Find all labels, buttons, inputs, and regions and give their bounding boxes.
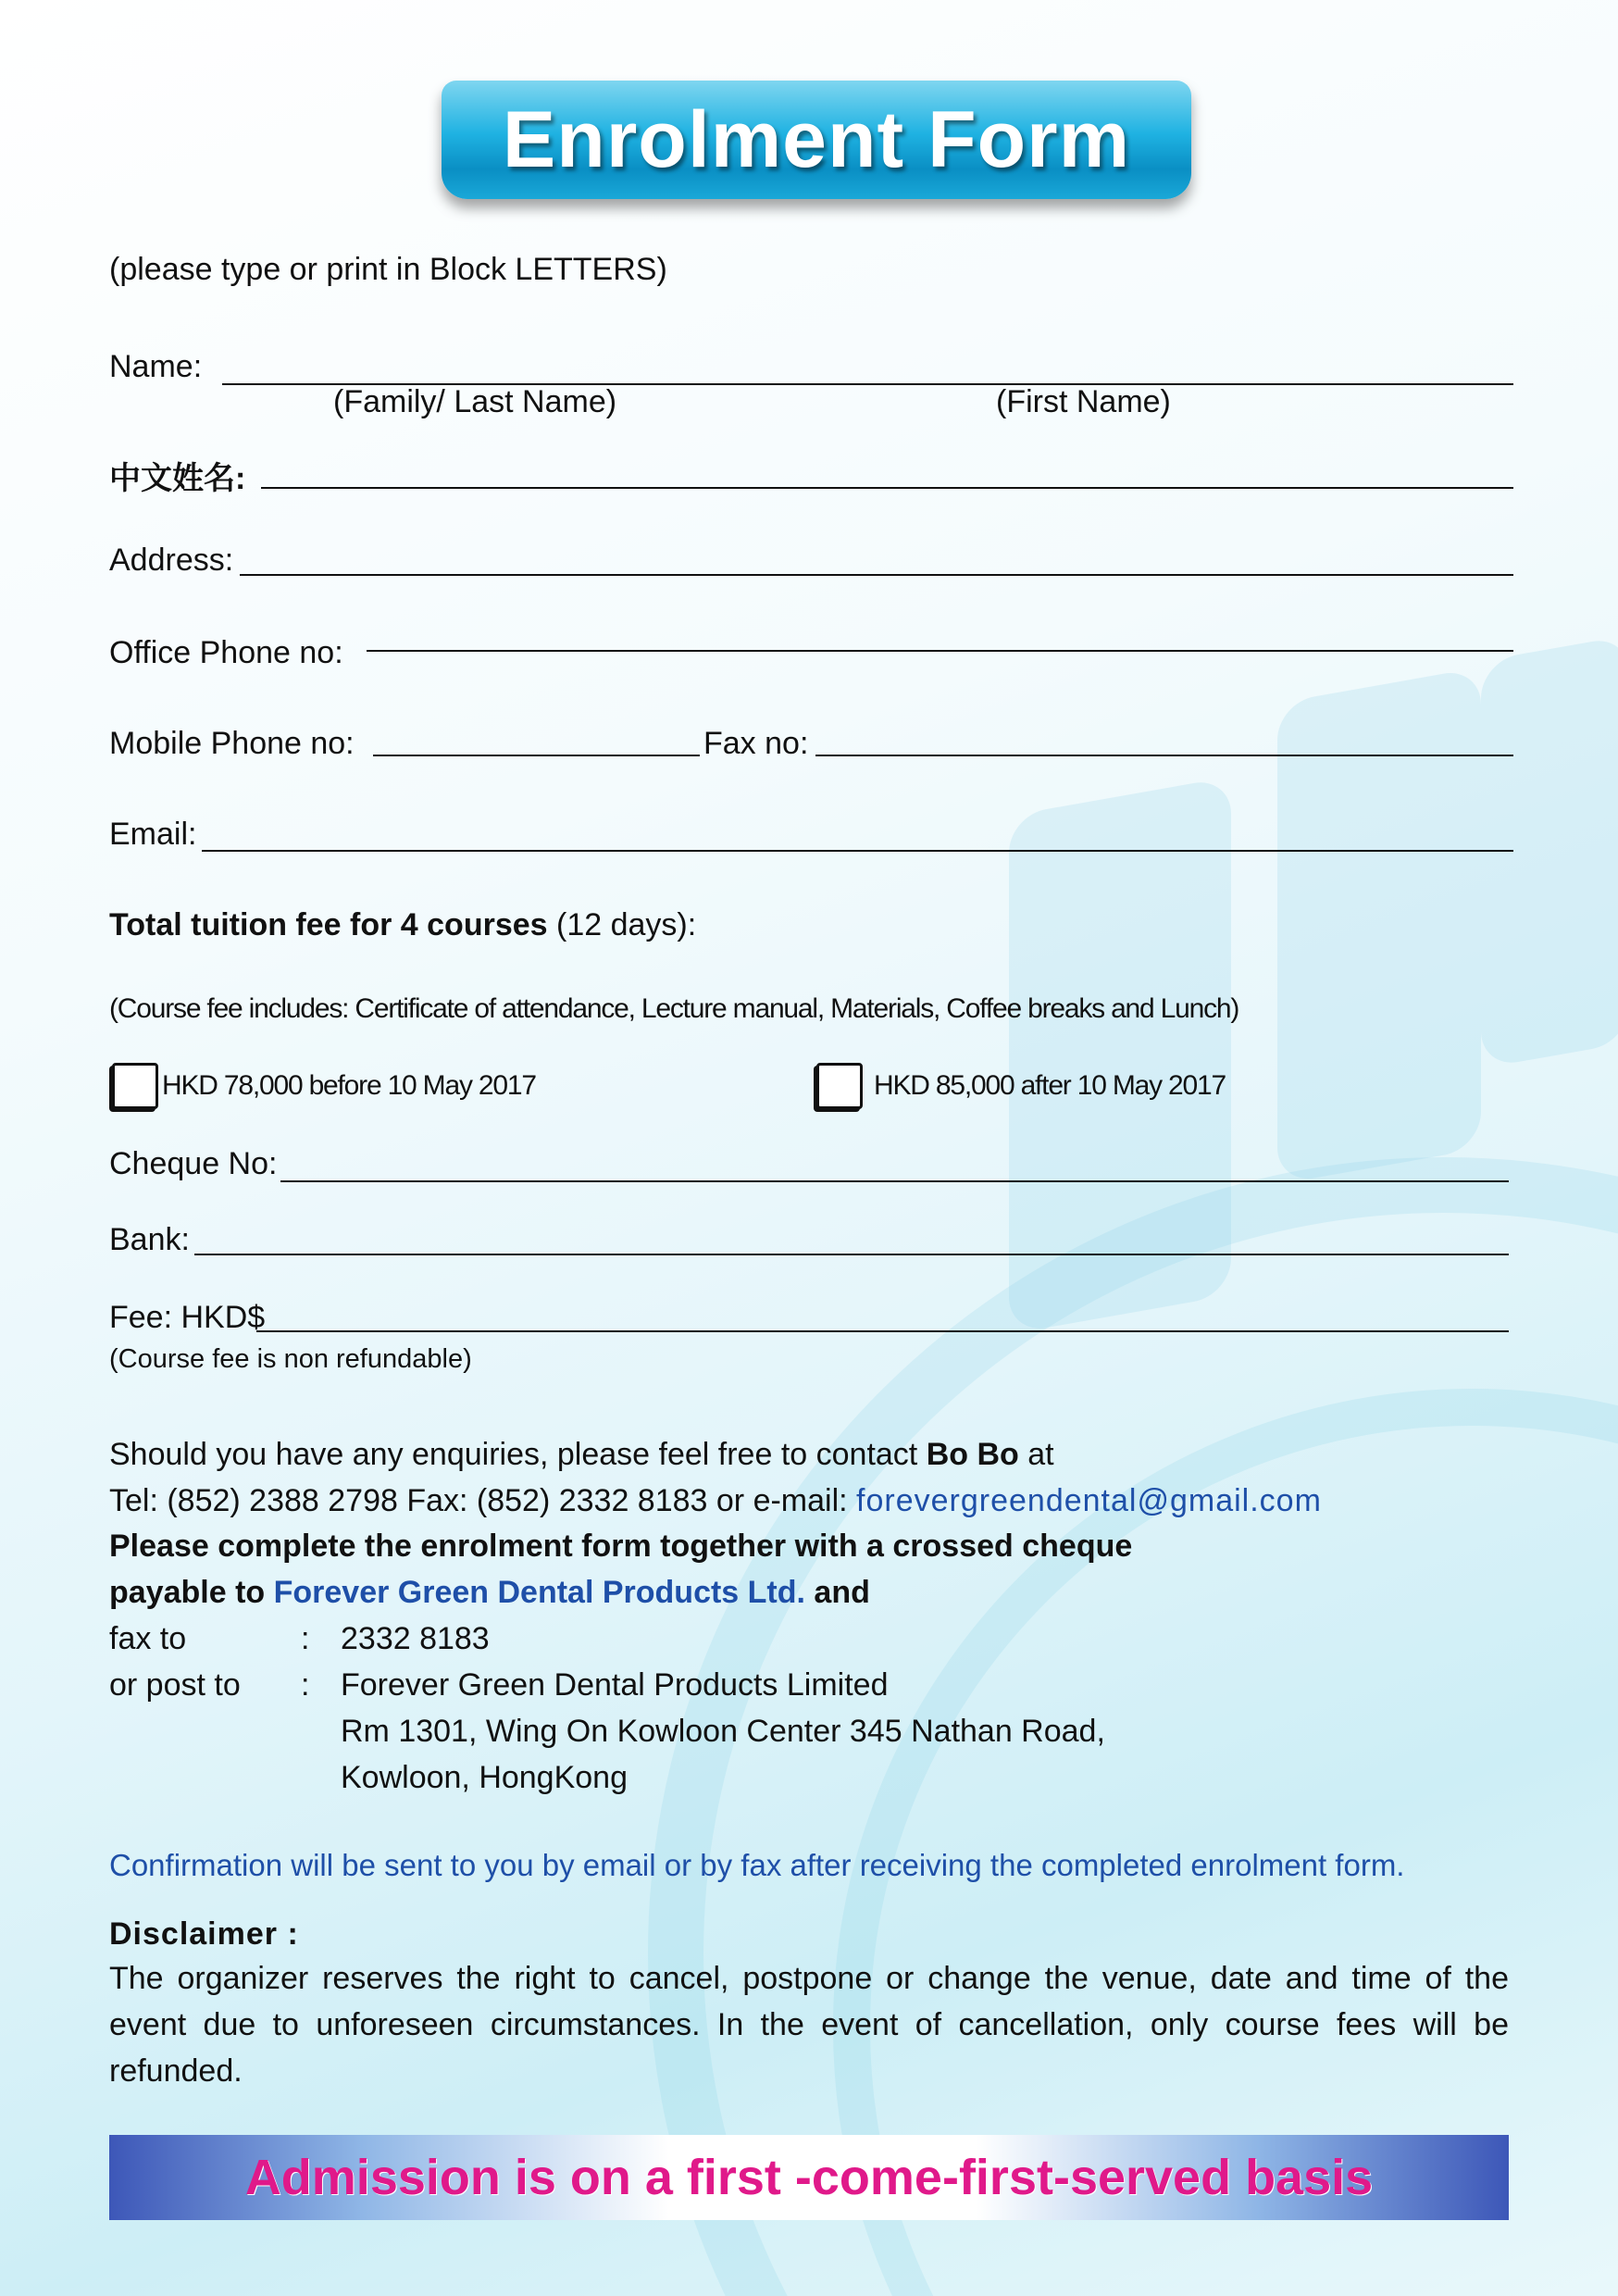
post-address-line2: Rm 1301, Wing On Kowloon Center 345 Nathan Road, — [341, 1714, 1105, 1749]
enquiry-line — [109, 1437, 1054, 1473]
chinese-name-label: 中文姓名: — [109, 461, 246, 496]
early-fee-label: HKD 78,000 before 10 May 2017 — [162, 1070, 536, 1101]
payable-line — [109, 1575, 870, 1611]
confirmation-note: Confirmation will be sent to you by email or by fax after receiving the completed enrolment form. — [109, 1848, 1405, 1882]
disclaimer-body: The organizer reserves the right to cancel, postpone or change the venue, date and time of the event due to unforeseen circumstances. In the event of cancellation, only course fees will be refunded. — [109, 1961, 1509, 2089]
bank-input-line[interactable] — [194, 1254, 1509, 1255]
admission-banner — [109, 2135, 1509, 2220]
company-name: Forever Green Dental Products Ltd. — [273, 1575, 805, 1610]
mobile-phone-label: Mobile Phone no: — [109, 726, 355, 761]
fax-to-label: fax to — [109, 1621, 187, 1656]
post-address-line3: Kowloon, HongKong — [341, 1760, 629, 1795]
late-fee-label: HKD 85,000 after 10 May 2017 — [874, 1070, 1226, 1101]
page-title: Enrolment Form — [502, 94, 1131, 184]
family-name-hint: (Family/ Last Name) — [333, 384, 617, 419]
fee-label: Fee: HKD$ — [109, 1300, 266, 1335]
bank-label: Bank: — [109, 1222, 190, 1257]
cheque-input-line[interactable] — [280, 1180, 1509, 1182]
tuition-heading-rest: (12 days): — [547, 907, 697, 942]
early-fee-checkbox[interactable] — [112, 1063, 158, 1109]
name-label: Name: — [109, 349, 203, 384]
first-name-hint: (First Name) — [996, 384, 1171, 419]
address-input-line[interactable] — [240, 574, 1513, 576]
mobile-phone-input-line[interactable] — [373, 755, 700, 756]
payable-prefix: payable to — [109, 1575, 274, 1610]
fee-input-line[interactable] — [256, 1330, 1509, 1332]
instruction-text: (please type or print in Block LETTERS) — [109, 252, 667, 287]
post-to-label: or post to — [109, 1667, 241, 1703]
enquiry-prefix: Should you have any enquiries, please feel free to contact — [109, 1437, 927, 1472]
post-to-colon: : — [301, 1667, 310, 1703]
fax-to-colon: : — [301, 1621, 310, 1656]
contact-email-link[interactable]: forevergreendental@gmail.com — [856, 1483, 1322, 1518]
tel-fax-line — [109, 1483, 1322, 1519]
fax-input-line[interactable] — [815, 755, 1513, 756]
enquiry-suffix: at — [1018, 1437, 1054, 1472]
post-address-line1: Forever Green Dental Products Limited — [341, 1667, 889, 1703]
tel-fax-text: Tel: (852) 2388 2798 Fax: (852) 2332 8183 or e-mail: — [109, 1483, 857, 1518]
header-banner — [442, 81, 1191, 199]
course-fee-includes: (Course fee includes: Certificate of attendance, Lecture manual, Materials, Coffee breaks and Lunch) — [109, 993, 1239, 1024]
complete-form-line: Please complete the enrolment form together with a crossed cheque — [109, 1529, 1133, 1564]
fax-label: Fax no: — [703, 726, 809, 761]
admission-banner-text: Admission is on a first -come-first-served basis — [244, 2150, 1374, 2205]
refund-note: (Course fee is non refundable) — [109, 1344, 472, 1374]
office-phone-input-line[interactable] — [367, 650, 1513, 652]
fax-to-value: 2332 8183 — [341, 1621, 490, 1656]
cheque-label: Cheque No: — [109, 1146, 278, 1181]
email-label: Email: — [109, 817, 197, 852]
late-fee-checkbox[interactable] — [816, 1063, 863, 1109]
payable-suffix: and — [804, 1575, 870, 1610]
tuition-heading-bold: Total tuition fee for 4 courses — [109, 907, 548, 942]
disclaimer-heading: Disclaimer : — [109, 1916, 299, 1952]
office-phone-label: Office Phone no: — [109, 635, 343, 670]
chinese-name-input-line[interactable] — [261, 487, 1513, 489]
contact-name: Bo Bo — [926, 1437, 1019, 1472]
address-label: Address: — [109, 543, 234, 578]
tuition-heading — [109, 907, 696, 943]
email-input-line[interactable] — [202, 850, 1513, 852]
